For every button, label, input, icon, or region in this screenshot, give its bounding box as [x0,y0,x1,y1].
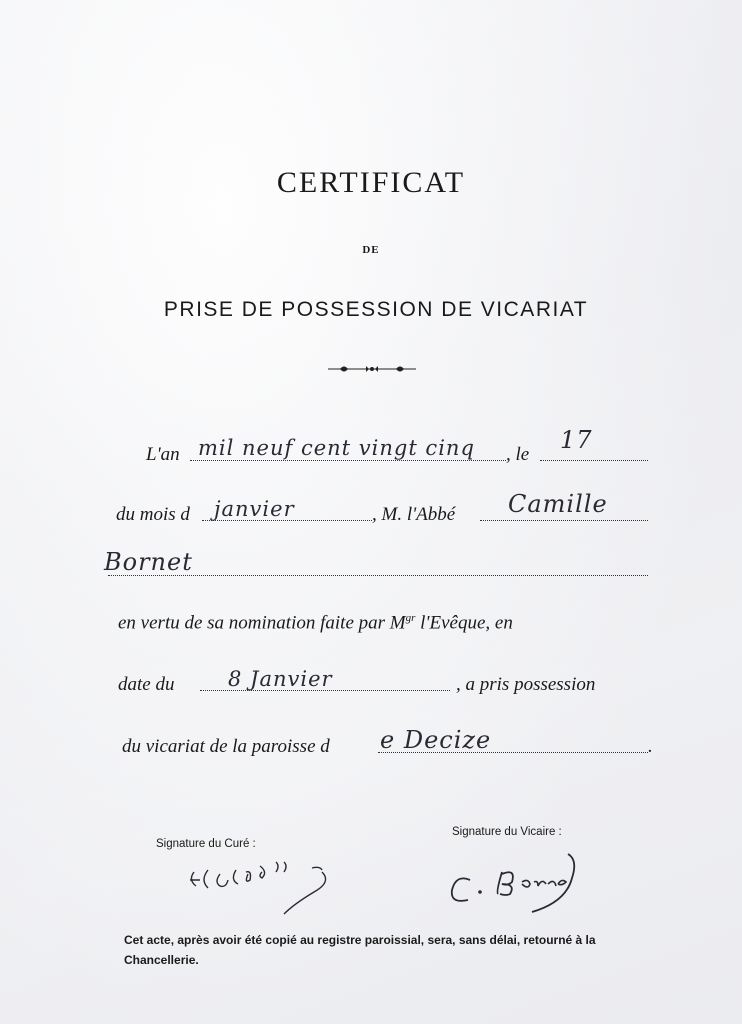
cure-signature-icon [180,850,340,920]
line-parish-label: du vicariat de la paroisse d [122,736,330,757]
line-month-label: du mois d [116,504,190,525]
handwritten-first-name: Camille [508,490,608,518]
line-parish-end: . [648,736,653,757]
line-day-label: , le [506,444,530,465]
handwritten-year: mil neuf cent vingt cinq [198,436,475,460]
document-subtitle: PRISE DE POSSESSION DE VICARIAT [163,298,589,321]
footer-instruction: Cet acte, après avoir été copié au registre paroissial, sera, sans délai, retourné à la Chancellerie. [124,933,596,967]
line-name-dots [480,520,648,521]
handwritten-parish: e Decize [380,726,492,754]
nomination-text-end: l'Evêque, en [415,612,513,634]
title-connector: DE [362,244,380,256]
line-day-dots [540,460,648,461]
line-abbe-label: , M. l'Abbé [372,504,456,525]
line-date-label: date du [118,674,175,695]
ornament-divider-icon [326,363,418,375]
document-title: CERTIFICAT [276,166,466,199]
cure-signature-label: Signature du Curé : [156,838,256,850]
handwritten-month: janvier [214,497,295,521]
vicaire-signature-label: Signature du Vicaire : [452,826,562,838]
nomination-text: en vertu de sa nomination faite par M [118,612,406,634]
handwritten-date: 8 Janvier [228,667,333,691]
handwritten-day: 17 [560,426,593,454]
line-possession-text: , a pris possession [456,674,596,695]
line-year-dots [190,460,506,461]
handwritten-surname: Bornet [104,548,193,576]
vicaire-signature-icon [440,846,610,916]
line-nomination-text [118,612,513,634]
line-year-label: L'an [146,444,180,465]
monseigneur-abbrev: gr [405,612,416,624]
